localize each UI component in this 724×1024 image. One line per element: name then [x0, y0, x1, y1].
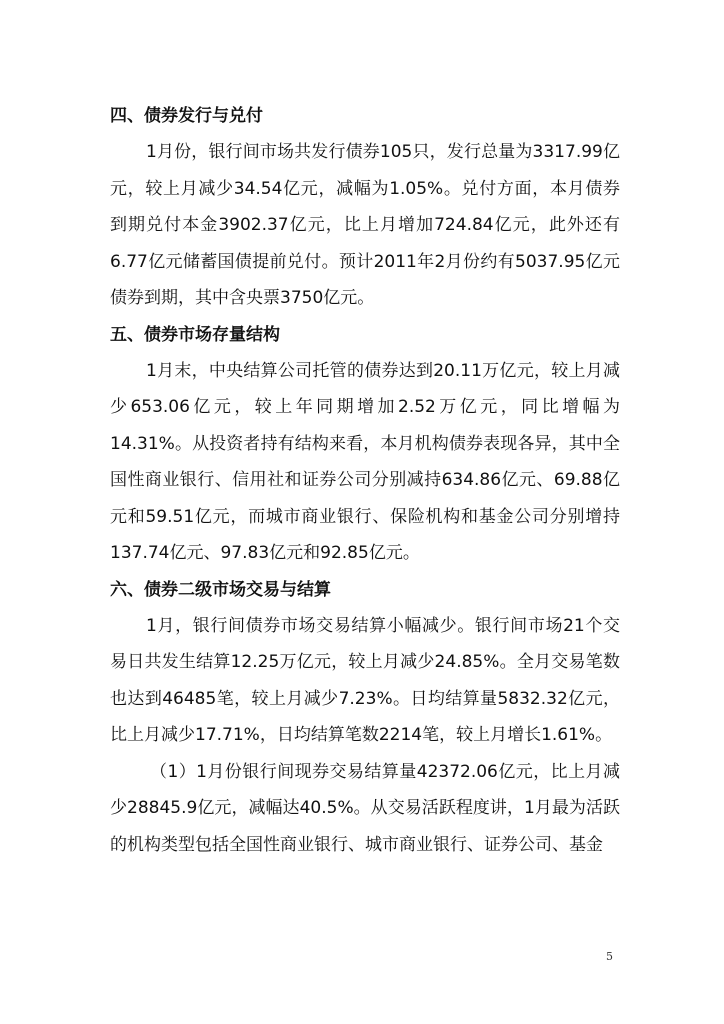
section-heading-bond-issuance: 四、债券发行与兑付 — [110, 106, 263, 126]
paragraph-spot-trading: （1）1月份银行间现券交易结算量42372.06亿元，比上月减少28845.9亿元，减幅达40.5%。从交易活跃程度讲，1月最为活跃的机构类型包括全国性商业银行、城市商业银行、证券公司、基金 — [110, 761, 620, 855]
section-heading-bond-stock-structure: 五、债券市场存量结构 — [110, 324, 280, 345]
page-number: 5 — [606, 950, 613, 963]
paragraph-secondary-market-summary: 1月，银行间债券市场交易结算小幅减少。银行间市场21个交易日共发生结算12.25万亿元，较上月减少24.85%。全月交易笔数也达到46485笔，较上月减少7.23%。日均结算量5832.32亿元，比上月减少17.71%，日均结算笔数2214笔，较上月增长1.61%。 — [110, 615, 620, 745]
paragraph-bond-issuance: 1月份，银行间市场共发行债券105只，发行总量为3317.99亿元，较上月减少34.54亿元，减幅为1.05%。兑付方面，本月债券到期兑付本金3902.37亿元，比上月增加724.84亿元，此外还有6.77亿元储蓄国债提前兑付。预计2011年2月份约有5037.95亿元债券到期，其中含央票3750亿元。 — [110, 142, 620, 308]
section-heading-secondary-market: 六、债券二级市场交易与结算 — [110, 579, 331, 600]
paragraph-bond-stock-structure: 1月末，中央结算公司托管的债券达到20.11万亿元，较上月减少653.06亿元，较上年同期增加2.52万亿元，同比增幅为14.31%。从投资者持有结构来看，本月机构债券表现各异，其中全国性商业银行、信用社和证券公司分别减持634.86亿元、69.88亿元和59.51亿元，而城市商业银行、保险机构和基金公司分别增持137.74亿元、97.83亿元和92.85亿元。 — [110, 360, 620, 563]
